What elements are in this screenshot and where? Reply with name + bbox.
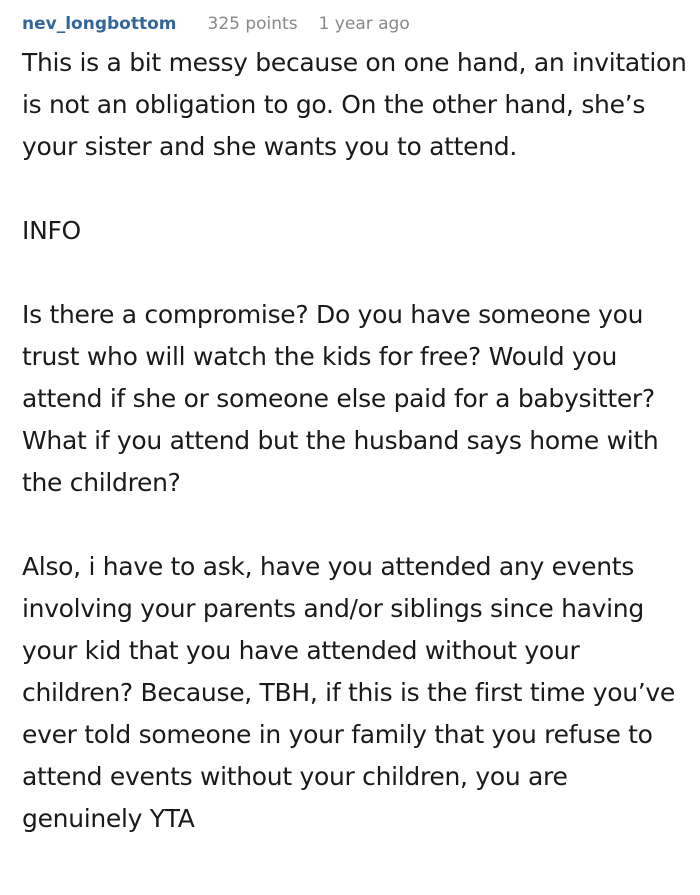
paragraph-spacer: [22, 168, 692, 210]
comment-paragraph: This is a bit messy because on one hand, an invitation is not an obligation to go. On the other hand, she’s your sister and she wants you to attend.: [22, 48, 687, 161]
comment-body: [22, 42, 692, 840]
comment-paragraph: Also, i have to ask, have you attended any events involving your parents and/or siblings since having your kid that you have attended without your children? Because, TBH, if this is the first time you’ve ever told someone in your family that you refuse to attend events without your children, you are genuinely YTA: [22, 552, 676, 833]
comment-points: 325 points: [207, 14, 298, 34]
comment-paragraph: INFO: [22, 216, 81, 245]
paragraph-spacer: [22, 252, 692, 294]
comment-meta: [22, 0, 692, 48]
comment: [22, 0, 692, 840]
paragraph-spacer: [22, 504, 692, 546]
comment-timestamp: 1 year ago: [318, 14, 410, 34]
comment-author-link[interactable]: nev_longbottom: [22, 14, 177, 34]
comment-paragraph: Is there a compromise? Do you have someone you trust who will watch the kids for free? Would you attend if she or someone else paid for a babysitter? What if you attend but the husband says home with the children?: [22, 300, 659, 497]
